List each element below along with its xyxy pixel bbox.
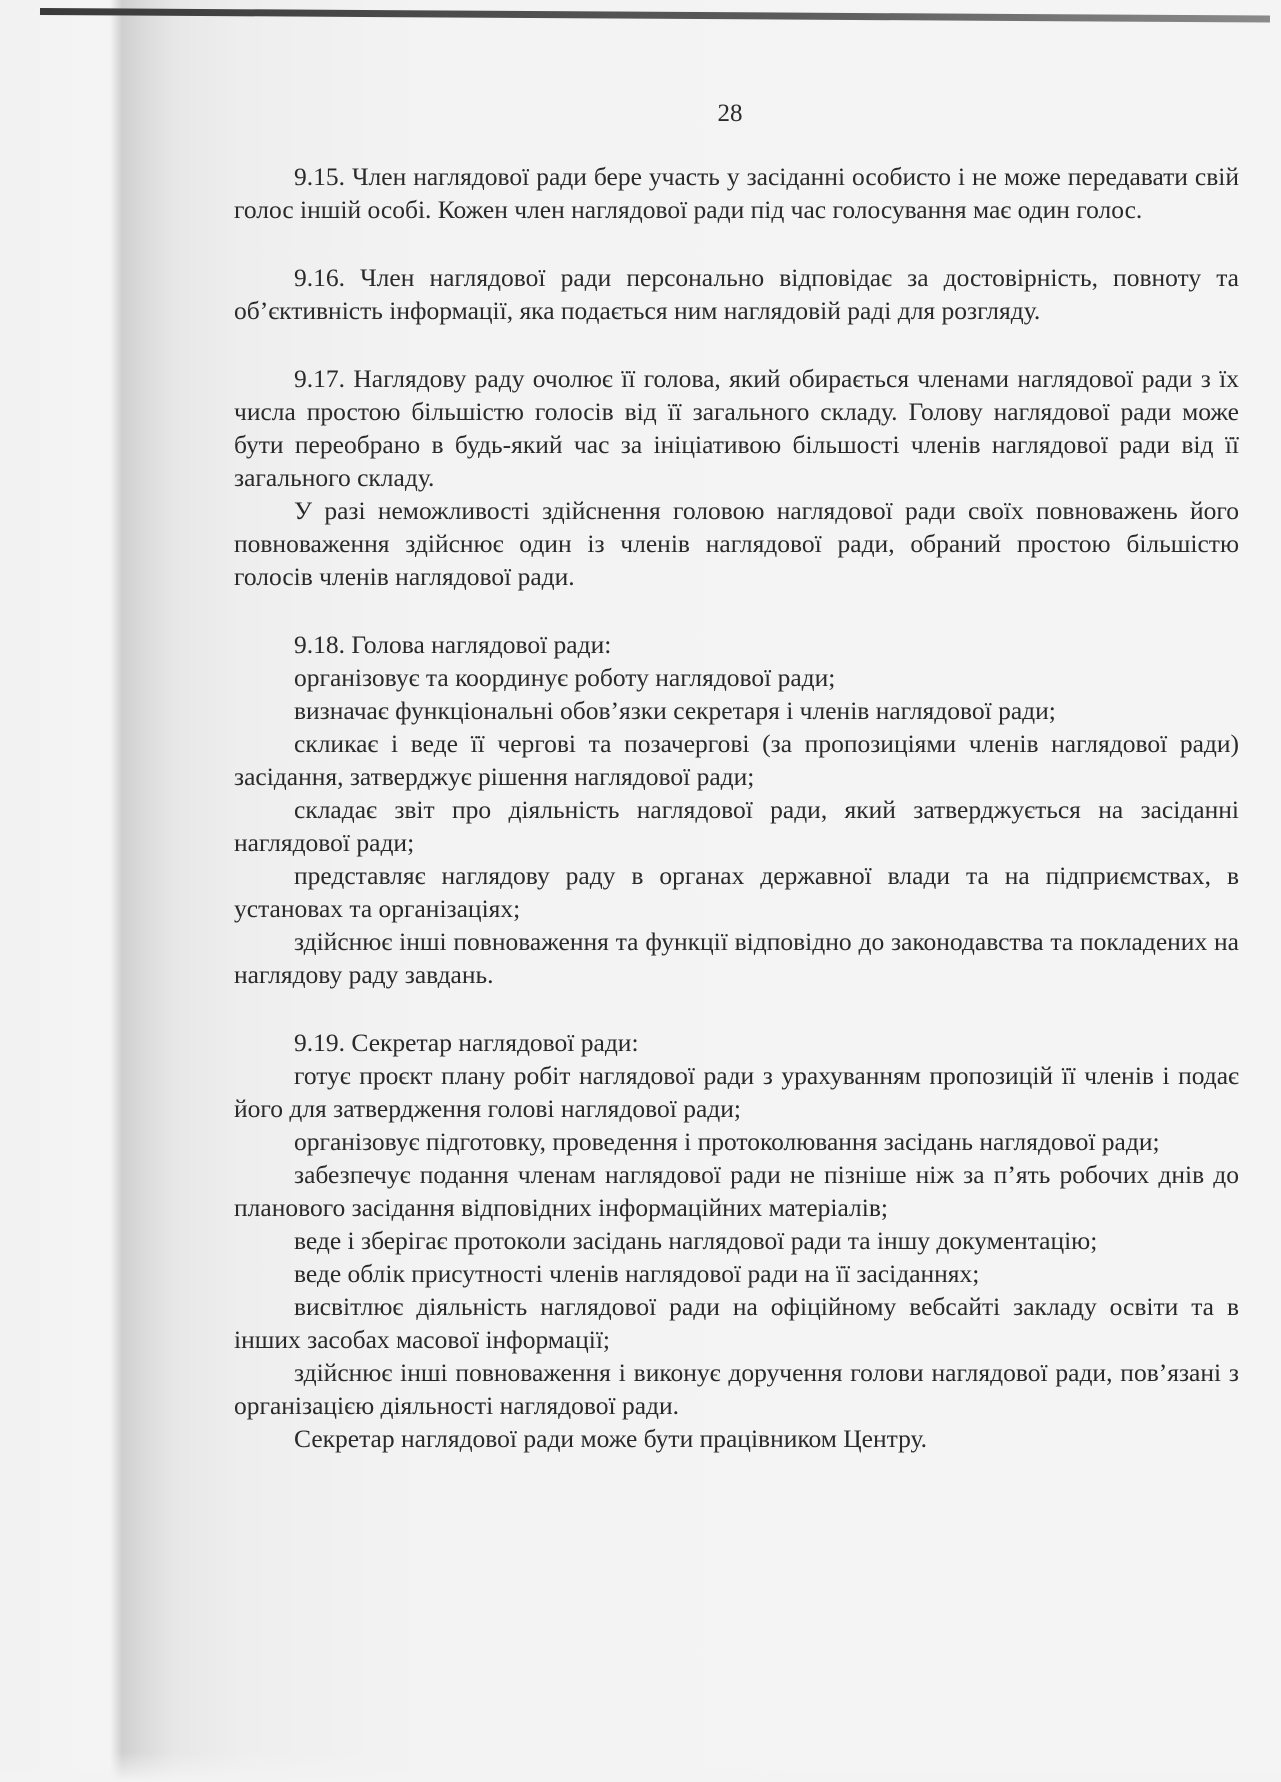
section-9-19-heading: 9.19. Секретар наглядової ради: <box>294 1028 639 1057</box>
list-item: веде і зберігає протоколи засідань наглядової ради та іншу документацію; <box>294 1226 1098 1255</box>
section-9-18-heading: 9.18. Голова наглядової ради: <box>294 630 612 659</box>
paragraph-9-16: 9.16. Член наглядової ради персонально відповідає за достовірність, повноту та об’єктивність інформації, яка подається ним наглядовій раді для розгляду. <box>234 263 1239 325</box>
list-item: організовує підготовку, проведення і протоколювання засідань наглядової ради; <box>294 1127 1160 1156</box>
list-item: складає звіт про діяльність наглядової ради, який затверджується на засіданні наглядової ради; <box>234 795 1239 857</box>
list-item: організовує та координує роботу наглядової ради; <box>294 663 836 692</box>
section-9-18 <box>234 628 1239 991</box>
closing-sentence: Секретар наглядової ради може бути працівником Центру. <box>294 1424 928 1453</box>
list-item: здійснює інші повноваження та функції відповідно до законодавства та покладених на наглядову раду завдань. <box>234 927 1239 989</box>
list-item: визначає функціональні обов’язки секретаря і членів наглядової ради; <box>294 696 1056 725</box>
page-number: 28 <box>717 100 743 127</box>
list-item: веде облік присутності членів наглядової ради на її засіданнях; <box>294 1259 980 1288</box>
list-item: здійснює інші повноваження і виконує доручення голови наглядової ради, пов’язані з організацією діяльності наглядової ради. <box>234 1358 1239 1420</box>
paragraph-9-15: 9.15. Член наглядової ради бере участь у засіданні особисто і не може передавати свій голос іншій особі. Кожен член наглядової ради під час голосування має один голос. <box>234 162 1239 224</box>
list-item: висвітлює діяльність наглядової ради на офіційному вебсайті закладу освіти та в інших засобах масової інформації; <box>234 1292 1239 1354</box>
list-item: скликає і веде її чергові та позачергові (за пропозиціями членів наглядової ради) засідання, затверджує рішення наглядової ради; <box>234 729 1239 791</box>
list-item: забезпечує подання членам наглядової ради не пізніше ніж за п’ять робочих днів до планового засідання відповідних інформаційних матеріалів; <box>234 1160 1239 1222</box>
scan-edge-rule <box>40 8 1270 23</box>
page-bottom-shade <box>0 1752 1281 1782</box>
paragraph-9-17-continued: У разі неможливості здійснення головою наглядової ради своїх повноважень його повноваження здійснює один із членів наглядової ради, обраний простою більшістю голосів членів наглядової ради. <box>234 496 1239 591</box>
section-9-19 <box>234 1026 1239 1455</box>
document-body <box>234 160 1239 1455</box>
list-item: готує проєкт плану робіт наглядової ради з урахуванням пропозицій її членів і подає його для затвердження голові наглядової ради; <box>234 1061 1239 1123</box>
list-item: представляє наглядову раду в органах державної влади та на підприємствах, в установах та організаціях; <box>234 861 1239 923</box>
paragraph-9-17: 9.17. Наглядову раду очолює її голова, який обирається членами наглядової ради з їх числа простою більшістю голосів від її загального складу. Голову наглядової ради може бути переобрано в будь-який час за ініціативою більшості членів наглядової ради від її загального складу. <box>234 364 1239 492</box>
